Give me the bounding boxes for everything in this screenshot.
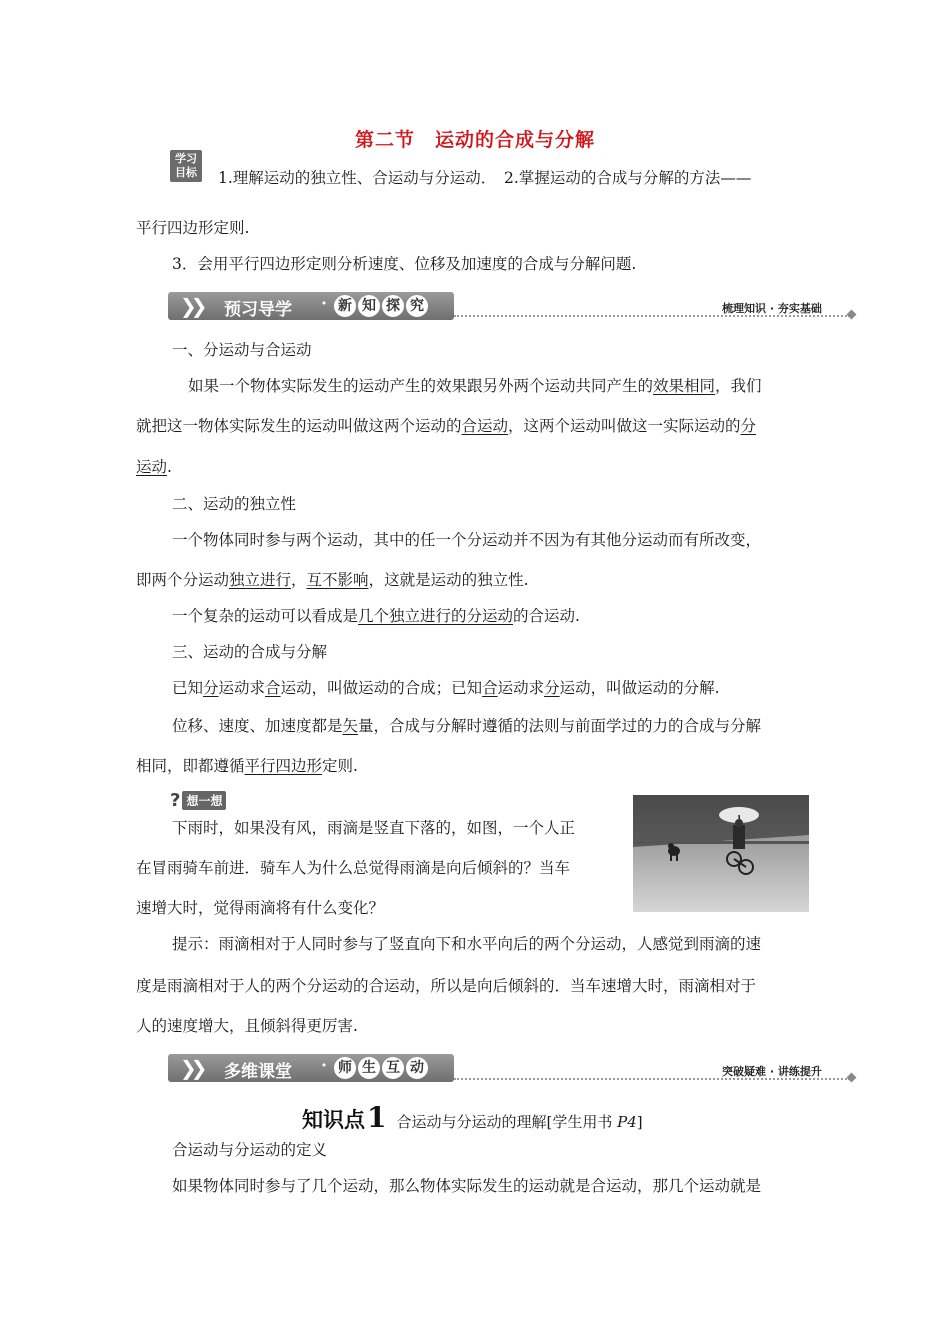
banner-chip: 探 — [382, 295, 404, 317]
banner-divider — [454, 315, 850, 317]
hint-line: 度是雨滴相对于人的两个分运动的合运动，所以是向后倾斜的．当车速增大时，雨滴相对于 — [136, 977, 757, 995]
question-line: 在冒雨骑车前进．骑车人为什么总觉得雨滴是向后倾斜的？当车 — [136, 859, 571, 877]
objective-line-3: 3．会用平行四边形定则分析速度、位移及加速度的合成与分解问题. — [172, 255, 637, 273]
banner-title: 预习导学 — [224, 300, 292, 320]
paragraph-line: 就把这一物体实际发生的运动叫做这两个运动的合运动，这两个运动叫做这一实际运动的分 — [136, 417, 757, 435]
banner-chips — [334, 295, 428, 317]
banner-right-label: 梳理知识 · 夯实基础 — [722, 302, 822, 315]
banner-title: 多维课堂 — [224, 1062, 292, 1082]
section-heading: 三、运动的合成与分解 — [172, 643, 328, 661]
think-label — [170, 790, 226, 811]
question-line: 下雨时，如果没有风，雨滴是竖直下落的，如图，一个人正 — [172, 819, 576, 837]
section-banner-preview: ❯❯ 预习导学 · 新 知 探 究 — [168, 292, 454, 320]
knowledge-point-number: 1 — [367, 1101, 387, 1134]
banner-chip: 新 — [334, 295, 356, 317]
paragraph-line: 已知分运动求合运动，叫做运动的合成；已知合运动求分运动，叫做运动的分解. — [172, 679, 720, 697]
answer-blank: 分 — [544, 679, 560, 697]
banner-divider — [454, 1078, 850, 1080]
objective-line-2: 平行四边形定则. — [136, 219, 250, 237]
hint-line: 提示：雨滴相对于人同时参与了竖直向下和水平向后的两个分运动，人感觉到雨滴的速 — [172, 935, 762, 953]
paragraph-line: 位移、速度、加速度都是矢量，合成与分解时遵循的法则与前面学过的力的合成与分解 — [172, 717, 762, 735]
answer-blank: 几个独立进行的分运动 — [358, 607, 514, 625]
section-heading: 二、运动的独立性 — [172, 495, 297, 513]
rain-cyclist-photo — [633, 795, 809, 912]
answer-blank: 独立进行 — [229, 571, 292, 589]
page-title: 第二节 运动的合成与分解 — [354, 129, 595, 151]
chevron-icon: ❯❯ — [180, 1056, 202, 1080]
section-banner-classroom: ❯❯ 多维课堂 · 师 生 互 动 — [168, 1054, 454, 1082]
objective-line-1: 1.理解运动的独立性、合运动与分运动． 2.掌握运动的合成与分解的方法—— — [218, 169, 752, 187]
answer-blank: 分 — [740, 417, 757, 435]
paragraph-line: 如果一个物体实际发生的运动产生的效果跟另外两个运动共同产生的效果相同，我们 — [188, 377, 762, 395]
answer-blank: 互不影响 — [306, 571, 369, 589]
banner-chip: 互 — [382, 1057, 404, 1079]
subsection-heading: 合运动与分运动的定义 — [172, 1141, 328, 1159]
question-mark-icon: ? — [170, 790, 181, 811]
knowledge-point-subtitle: 合运动与分运动的理解[学生用书 P4] — [396, 1113, 643, 1131]
paragraph-line: 一个物体同时参与两个运动，其中的任一个分运动并不因为有其他分运动而有所改变， — [172, 531, 762, 549]
badge-label: 学习目标 — [175, 152, 197, 179]
answer-blank: 效果相同 — [653, 377, 716, 395]
paragraph-line: 相同，即都遵循平行四边形定则. — [136, 757, 358, 775]
question-line: 速增大时，觉得雨滴将有什么变化？ — [136, 899, 385, 917]
diamond-icon — [847, 1073, 857, 1083]
section-heading: 一、分运动与合运动 — [172, 341, 312, 359]
hint-line: 人的速度增大，且倾斜得更厉害. — [136, 1017, 358, 1035]
paragraph-line: 运动. — [136, 458, 172, 476]
banner-chip: 师 — [334, 1057, 356, 1079]
banner-chip: 动 — [406, 1057, 428, 1079]
knowledge-point-label: 知识点 — [302, 1108, 365, 1132]
answer-blank: 合运动 — [461, 417, 509, 435]
answer-blank: 分 — [203, 679, 219, 697]
answer-blank: 矢 — [342, 717, 359, 735]
banner-chip: 究 — [406, 295, 428, 317]
paragraph-line: 即两个分运动独立进行，互不影响，这就是运动的独立性. — [136, 571, 529, 589]
banner-chips — [334, 1057, 428, 1079]
answer-blank: 合 — [482, 679, 498, 697]
diamond-icon — [847, 310, 857, 320]
answer-blank: 运动 — [136, 458, 168, 476]
banner-right-label: 突破疑难 · 讲练提升 — [722, 1065, 822, 1078]
objectives-badge — [170, 150, 202, 182]
think-badge: 想一想 — [182, 791, 226, 810]
photo-image — [633, 795, 809, 912]
paragraph-line: 一个复杂的运动可以看成是几个独立进行的分运动的合运动. — [172, 607, 580, 625]
answer-blank: 平行四边形 — [244, 757, 323, 775]
chevron-icon: ❯❯ — [180, 294, 202, 318]
banner-chip: 知 — [358, 295, 380, 317]
banner-chip: 生 — [358, 1057, 380, 1079]
knowledge-point-heading — [302, 1101, 643, 1134]
answer-blank: 合 — [265, 679, 281, 697]
paragraph-line: 如果物体同时参与了几个运动，那么物体实际发生的运动就是合运动，那几个运动就是 — [172, 1177, 762, 1195]
